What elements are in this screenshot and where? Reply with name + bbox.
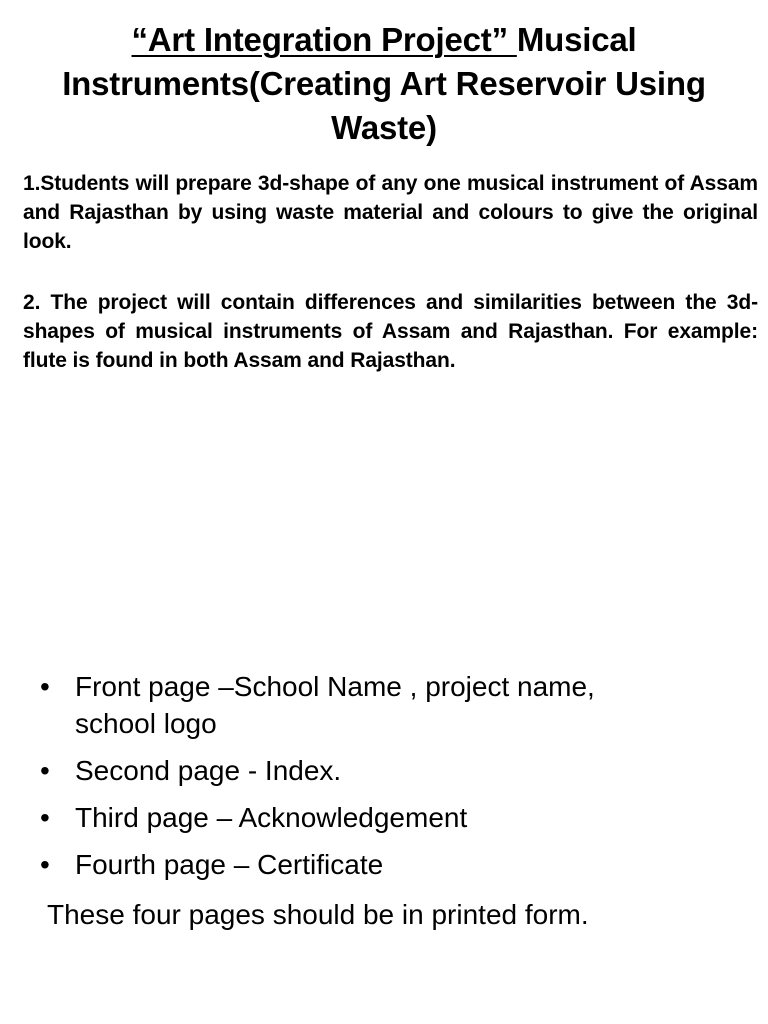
list-item bbox=[40, 668, 640, 742]
bullet-icon: • bbox=[40, 755, 50, 786]
list-item-text: Front page –School Name , project name, school logo bbox=[75, 671, 595, 739]
closing-note: These four pages should be in printed form. bbox=[47, 899, 589, 930]
title-project-name: “Art Integration Project” bbox=[131, 21, 517, 58]
list-item bbox=[40, 846, 640, 883]
list-item-text: Third page – Acknowledgement bbox=[75, 802, 468, 833]
slide-title bbox=[10, 18, 758, 150]
instruction-paragraph-2: 2. The project will contain differences and similarities between the 3d-shapes of musical instruments of Assam and Rajasthan. For example: flute is found in both Assam and Rajasthan. bbox=[23, 291, 758, 372]
list-item-text: Fourth page – Certificate bbox=[75, 849, 384, 880]
title-subject: Musical Instruments(Creating Art Reservoir Using Waste) bbox=[62, 21, 706, 146]
instruction-paragraph-1: 1.Students will prepare 3d-shape of any one musical instrument of Assam and Rajasthan by using waste material and colours to give the original look. bbox=[23, 172, 758, 253]
list-item bbox=[40, 752, 640, 789]
list-item bbox=[40, 799, 640, 836]
list-item-text: Second page - Index. bbox=[75, 755, 342, 786]
bullet-icon: • bbox=[40, 802, 50, 833]
bullet-icon: • bbox=[40, 849, 50, 880]
bullet-icon: • bbox=[40, 671, 50, 702]
page-requirements-list bbox=[40, 668, 640, 893]
